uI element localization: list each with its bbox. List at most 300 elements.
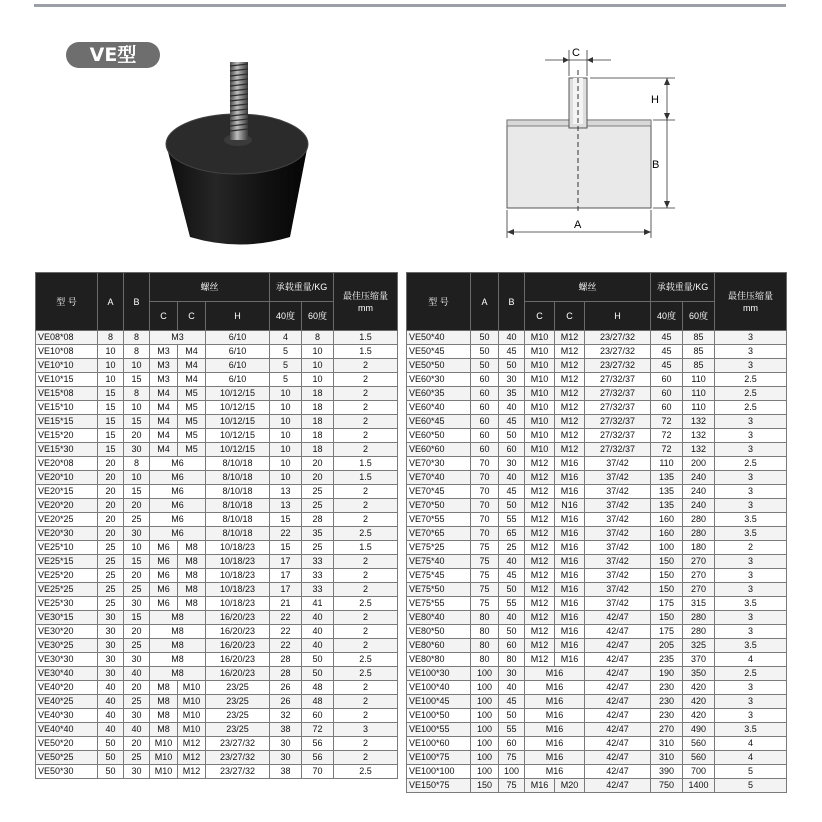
table-cell: 2.5 <box>715 387 787 401</box>
table-cell: 8 <box>124 345 150 359</box>
table-cell: 40 <box>499 555 525 569</box>
table-row <box>407 597 787 611</box>
table-cell: 10 <box>124 541 150 555</box>
table-row <box>36 541 398 555</box>
table-row <box>407 359 787 373</box>
table-cell: VE75*55 <box>407 597 471 611</box>
table-cell: M8 <box>178 555 206 569</box>
table-cell: 8 <box>124 331 150 345</box>
table-cell: 132 <box>683 443 715 457</box>
table-cell: 3.5 <box>715 723 787 737</box>
table-row <box>407 709 787 723</box>
table-cell: 20 <box>124 499 150 513</box>
table-cell: 700 <box>683 765 715 779</box>
table-cell: M10 <box>525 387 555 401</box>
table-cell: M12 <box>525 513 555 527</box>
table-cell: 45 <box>499 695 525 709</box>
header-a: A <box>471 273 499 331</box>
table-cell: 10 <box>270 415 302 429</box>
table-cell: 8/10/18 <box>206 527 270 541</box>
table-cell: 50 <box>499 359 525 373</box>
header-h: H <box>585 302 651 331</box>
table-cell: 25 <box>98 541 124 555</box>
table-cell: M8 <box>150 695 178 709</box>
table-cell: M10 <box>178 695 206 709</box>
table-cell: M12 <box>525 611 555 625</box>
table-cell: 3 <box>715 359 787 373</box>
table-cell: 32 <box>270 709 302 723</box>
table-cell: 23/27/32 <box>585 359 651 373</box>
table-cell: 40 <box>98 723 124 737</box>
table-cell: VE75*45 <box>407 569 471 583</box>
table-cell: 35 <box>499 387 525 401</box>
table-cell: M12 <box>555 415 585 429</box>
table-cell: 42/47 <box>585 751 651 765</box>
table-cell: 22 <box>270 625 302 639</box>
table-row <box>407 527 787 541</box>
table-cell: 240 <box>683 499 715 513</box>
table-cell: VE80*60 <box>407 639 471 653</box>
table-cell: 10 <box>98 359 124 373</box>
table-cell: 60 <box>471 387 499 401</box>
table-cell: 10 <box>270 443 302 457</box>
table-cell: 10/18/23 <box>206 597 270 611</box>
table-cell: 2 <box>334 751 398 765</box>
table-cell: VE100*100 <box>407 765 471 779</box>
table-cell: VE70*65 <box>407 527 471 541</box>
table-row <box>407 499 787 513</box>
table-cell: 30 <box>98 653 124 667</box>
header-b: B <box>124 273 150 331</box>
table-cell: 3 <box>715 625 787 639</box>
table-cell: 72 <box>651 429 683 443</box>
table-cell: 3 <box>715 555 787 569</box>
table-cell: 75 <box>499 779 525 793</box>
table-cell: 15 <box>98 387 124 401</box>
table-cell: 42/47 <box>585 737 651 751</box>
table-cell: 5 <box>715 765 787 779</box>
table-cell: 37/42 <box>585 541 651 555</box>
table-row <box>407 751 787 765</box>
table-cell: M12 <box>555 443 585 457</box>
table-cell: 70 <box>471 457 499 471</box>
table-cell: 28 <box>270 667 302 681</box>
table-row <box>407 611 787 625</box>
table-row <box>36 723 398 737</box>
table-row <box>36 429 398 443</box>
table-cell: 6/10 <box>206 359 270 373</box>
table-cell: 42/47 <box>585 709 651 723</box>
table-row <box>36 751 398 765</box>
table-row <box>36 653 398 667</box>
table-cell: M4 <box>178 345 206 359</box>
table-cell: 17 <box>270 555 302 569</box>
table-cell: 45 <box>651 359 683 373</box>
table-cell: 135 <box>651 471 683 485</box>
table-cell: 4 <box>715 737 787 751</box>
table-cell: 40 <box>124 723 150 737</box>
table-row <box>407 331 787 345</box>
table-row <box>407 569 787 583</box>
table-cell: 37/42 <box>585 513 651 527</box>
table-cell: 45 <box>499 345 525 359</box>
table-cell: 10 <box>270 429 302 443</box>
table-cell: 1.5 <box>334 331 398 345</box>
table-cell: 1.5 <box>334 541 398 555</box>
table-cell: 205 <box>651 639 683 653</box>
table-cell: 230 <box>651 681 683 695</box>
table-row <box>36 457 398 471</box>
table-cell: 41 <box>302 597 334 611</box>
table-row <box>407 457 787 471</box>
table-cell: 23/27/32 <box>206 737 270 751</box>
table-cell: 85 <box>683 331 715 345</box>
table-cell: 30 <box>499 373 525 387</box>
table-cell: 420 <box>683 709 715 723</box>
table-cell: 85 <box>683 345 715 359</box>
table-cell: 3.5 <box>715 527 787 541</box>
table-cell: 100 <box>471 723 499 737</box>
table-cell: 45 <box>651 345 683 359</box>
table-cell: M6 <box>150 555 178 569</box>
table-row <box>36 345 398 359</box>
table-row <box>36 415 398 429</box>
table-cell: 3.5 <box>715 639 787 653</box>
table-cell: M12 <box>525 597 555 611</box>
table-cell: 27/32/37 <box>585 443 651 457</box>
table-cell: 280 <box>683 611 715 625</box>
table-cell: 26 <box>270 695 302 709</box>
table-cell: 20 <box>124 625 150 639</box>
table-cell: 28 <box>270 653 302 667</box>
table-cell: 30 <box>499 457 525 471</box>
table-cell: VE60*60 <box>407 443 471 457</box>
table-cell: 100 <box>471 709 499 723</box>
table-cell: 750 <box>651 779 683 793</box>
table-cell: 38 <box>270 765 302 779</box>
table-cell: M12 <box>178 737 206 751</box>
table-cell: M10 <box>150 765 178 779</box>
table-cell: 23/25 <box>206 709 270 723</box>
table-cell: 16/20/23 <box>206 653 270 667</box>
table-cell: 80 <box>471 625 499 639</box>
table-cell: VE75*40 <box>407 555 471 569</box>
table-cell: M5 <box>178 387 206 401</box>
table-cell: 42/47 <box>585 723 651 737</box>
table-cell: VE30*40 <box>36 667 98 681</box>
table-cell: 80 <box>499 653 525 667</box>
table-cell: 3 <box>715 485 787 499</box>
header-model: 型 号 <box>36 273 98 331</box>
table-cell: 100 <box>651 541 683 555</box>
table-cell: 72 <box>651 415 683 429</box>
table-cell: M12 <box>525 527 555 541</box>
table-cell: N16 <box>555 499 585 513</box>
table-cell: 3 <box>715 569 787 583</box>
table-cell: 100 <box>471 737 499 751</box>
table-cell: 3 <box>715 345 787 359</box>
table-cell: VE60*45 <box>407 415 471 429</box>
table-cell: 15 <box>124 555 150 569</box>
table-cell: 42/47 <box>585 667 651 681</box>
table-cell: 100 <box>471 667 499 681</box>
table-cell: 100 <box>471 681 499 695</box>
table-cell: 110 <box>651 457 683 471</box>
table-cell: 490 <box>683 723 715 737</box>
table-row <box>407 555 787 569</box>
table-row <box>36 569 398 583</box>
header-compress: 最佳压缩量 mm <box>334 273 398 331</box>
table-cell: M16 <box>525 751 585 765</box>
table-cell: 8/10/18 <box>206 485 270 499</box>
table-cell: 33 <box>302 569 334 583</box>
table-cell: VE40*20 <box>36 681 98 695</box>
table-cell: 10 <box>302 345 334 359</box>
table-cell: 10 <box>270 387 302 401</box>
table-cell: 30 <box>98 625 124 639</box>
table-cell: 48 <box>302 681 334 695</box>
top-divider <box>34 4 786 7</box>
table-cell: 40 <box>302 639 334 653</box>
table-cell: VE70*45 <box>407 485 471 499</box>
table-cell: M6 <box>150 597 178 611</box>
table-cell: VE70*50 <box>407 499 471 513</box>
table-cell: 560 <box>683 737 715 751</box>
table-cell: 1400 <box>683 779 715 793</box>
table-cell: VE50*45 <box>407 345 471 359</box>
table-cell: 3 <box>715 443 787 457</box>
table-cell: 2 <box>334 401 398 415</box>
table-cell: 40 <box>98 681 124 695</box>
table-cell: VE30*30 <box>36 653 98 667</box>
table-cell: 10 <box>98 373 124 387</box>
table-cell: M16 <box>525 681 585 695</box>
table-cell: M12 <box>525 583 555 597</box>
table-cell: 8/10/18 <box>206 457 270 471</box>
table-cell: 10/12/15 <box>206 387 270 401</box>
thread-bolt <box>230 62 248 140</box>
table-cell: 50 <box>98 737 124 751</box>
table-cell: 50 <box>98 751 124 765</box>
table-cell: 23/25 <box>206 723 270 737</box>
table-cell: 60 <box>471 373 499 387</box>
table-cell: 10 <box>98 345 124 359</box>
table-cell: 15 <box>98 429 124 443</box>
table-cell: 10/18/23 <box>206 569 270 583</box>
table-cell: 25 <box>98 555 124 569</box>
table-cell: 2 <box>334 611 398 625</box>
table-cell: 50 <box>499 583 525 597</box>
table-cell: VE25*15 <box>36 555 98 569</box>
table-cell: M12 <box>525 471 555 485</box>
header-load: 承载重量/KG <box>270 273 334 302</box>
table-cell: 8/10/18 <box>206 513 270 527</box>
table-cell: 3 <box>715 499 787 513</box>
table-cell: 25 <box>98 583 124 597</box>
table-cell: VE100*75 <box>407 751 471 765</box>
table-cell: 50 <box>302 667 334 681</box>
table-cell: M10 <box>178 681 206 695</box>
table-cell: M12 <box>555 429 585 443</box>
table-cell: M8 <box>150 625 206 639</box>
table-cell: M16 <box>555 569 585 583</box>
table-cell: 37/42 <box>585 471 651 485</box>
table-cell: M10 <box>525 359 555 373</box>
table-cell: 42/47 <box>585 765 651 779</box>
table-cell: M16 <box>555 639 585 653</box>
table-cell: 40 <box>499 681 525 695</box>
table-cell: 420 <box>683 695 715 709</box>
table-cell: 10 <box>302 359 334 373</box>
table-cell: 33 <box>302 555 334 569</box>
table-cell: M16 <box>525 737 585 751</box>
table-cell: 15 <box>124 373 150 387</box>
table-cell: 20 <box>98 527 124 541</box>
table-cell: 30 <box>124 653 150 667</box>
table-cell: 50 <box>499 709 525 723</box>
table-cell: 8 <box>124 387 150 401</box>
table-cell: 60 <box>471 415 499 429</box>
table-cell: M3 <box>150 359 178 373</box>
table-cell: 2 <box>334 709 398 723</box>
table-cell: 13 <box>270 485 302 499</box>
diagram-label-a: A <box>574 219 582 231</box>
table-cell: M4 <box>178 359 206 373</box>
table-cell: M16 <box>555 457 585 471</box>
table-cell: 40 <box>499 401 525 415</box>
table-cell: VE20*25 <box>36 513 98 527</box>
table-cell: 8 <box>302 331 334 345</box>
table-cell: 30 <box>270 751 302 765</box>
table-cell: 50 <box>471 359 499 373</box>
table-row <box>36 555 398 569</box>
table-cell: 37/42 <box>585 583 651 597</box>
table-cell: 2 <box>334 737 398 751</box>
table-cell: 100 <box>471 695 499 709</box>
table-row <box>407 471 787 485</box>
table-cell: M12 <box>525 569 555 583</box>
table-cell: 150 <box>651 611 683 625</box>
table-cell: 2.5 <box>715 457 787 471</box>
table-cell: M12 <box>525 541 555 555</box>
table-cell: 1.5 <box>334 471 398 485</box>
table-cell: 65 <box>499 527 525 541</box>
table-row <box>407 401 787 415</box>
table-cell: 4 <box>715 653 787 667</box>
table-cell: VE70*30 <box>407 457 471 471</box>
table-row <box>36 331 398 345</box>
table-cell: M8 <box>178 583 206 597</box>
table-cell: M8 <box>178 597 206 611</box>
type-badge: VE型 <box>66 42 160 68</box>
table-cell: 40 <box>124 667 150 681</box>
table-cell: 2 <box>334 583 398 597</box>
table-cell: VE40*40 <box>36 723 98 737</box>
header-60deg: 60度 <box>683 302 715 331</box>
header-thread: 螺丝 <box>150 273 270 302</box>
table-cell: M12 <box>525 625 555 639</box>
table-cell: 16/20/23 <box>206 625 270 639</box>
table-row <box>407 345 787 359</box>
table-cell: 280 <box>683 513 715 527</box>
table-cell: 40 <box>302 625 334 639</box>
table-cell: 30 <box>124 765 150 779</box>
table-cell: 25 <box>124 751 150 765</box>
table-cell: M5 <box>178 401 206 415</box>
table-cell: 18 <box>302 429 334 443</box>
table-cell: 10 <box>270 471 302 485</box>
table-row <box>407 583 787 597</box>
table-cell: M20 <box>555 779 585 793</box>
table-cell: 70 <box>471 499 499 513</box>
diagram-body <box>507 120 651 208</box>
table-cell: 325 <box>683 639 715 653</box>
table-row <box>407 373 787 387</box>
table-cell: M16 <box>555 555 585 569</box>
table-cell: M8 <box>150 611 206 625</box>
header-c2: C <box>555 302 585 331</box>
table-cell: 42/47 <box>585 681 651 695</box>
table-row <box>36 513 398 527</box>
table-cell: M5 <box>178 443 206 457</box>
table-cell: M16 <box>555 541 585 555</box>
table-cell: 35 <box>302 527 334 541</box>
table-cell: VE60*50 <box>407 429 471 443</box>
table-cell: 280 <box>683 527 715 541</box>
table-cell: VE20*15 <box>36 485 98 499</box>
table-cell: M5 <box>178 429 206 443</box>
table-cell: M16 <box>525 779 555 793</box>
table-cell: 21 <box>270 597 302 611</box>
table-cell: 3 <box>715 471 787 485</box>
table-cell: 350 <box>683 667 715 681</box>
table-row <box>36 765 398 779</box>
table-row <box>36 681 398 695</box>
table-cell: 13 <box>270 499 302 513</box>
table-cell: 200 <box>683 457 715 471</box>
table-cell: M16 <box>555 513 585 527</box>
table-cell: 75 <box>471 555 499 569</box>
table-cell: 1.5 <box>334 457 398 471</box>
table-cell: 175 <box>651 625 683 639</box>
header-thread: 螺丝 <box>525 273 651 302</box>
table-cell: 75 <box>499 751 525 765</box>
table-cell: VE30*20 <box>36 625 98 639</box>
table-cell: VE150*75 <box>407 779 471 793</box>
table-cell: 25 <box>124 513 150 527</box>
table-cell: M12 <box>555 373 585 387</box>
table-cell: 20 <box>124 429 150 443</box>
table-cell: 270 <box>683 583 715 597</box>
table-cell: 2 <box>715 541 787 555</box>
table-cell: 6/10 <box>206 373 270 387</box>
table-cell: 50 <box>302 653 334 667</box>
table-cell: 80 <box>471 653 499 667</box>
table-cell: 2.5 <box>334 667 398 681</box>
table-cell: 110 <box>683 373 715 387</box>
table-cell: 2 <box>334 485 398 499</box>
table-cell: 3 <box>715 331 787 345</box>
header-a: A <box>98 273 124 331</box>
table-cell: 20 <box>98 513 124 527</box>
table-cell: VE10*15 <box>36 373 98 387</box>
table-cell: VE60*35 <box>407 387 471 401</box>
table-cell: 48 <box>302 695 334 709</box>
table-cell: VE75*50 <box>407 583 471 597</box>
table-cell: VE60*40 <box>407 401 471 415</box>
table-row <box>36 401 398 415</box>
table-cell: 3 <box>715 681 787 695</box>
